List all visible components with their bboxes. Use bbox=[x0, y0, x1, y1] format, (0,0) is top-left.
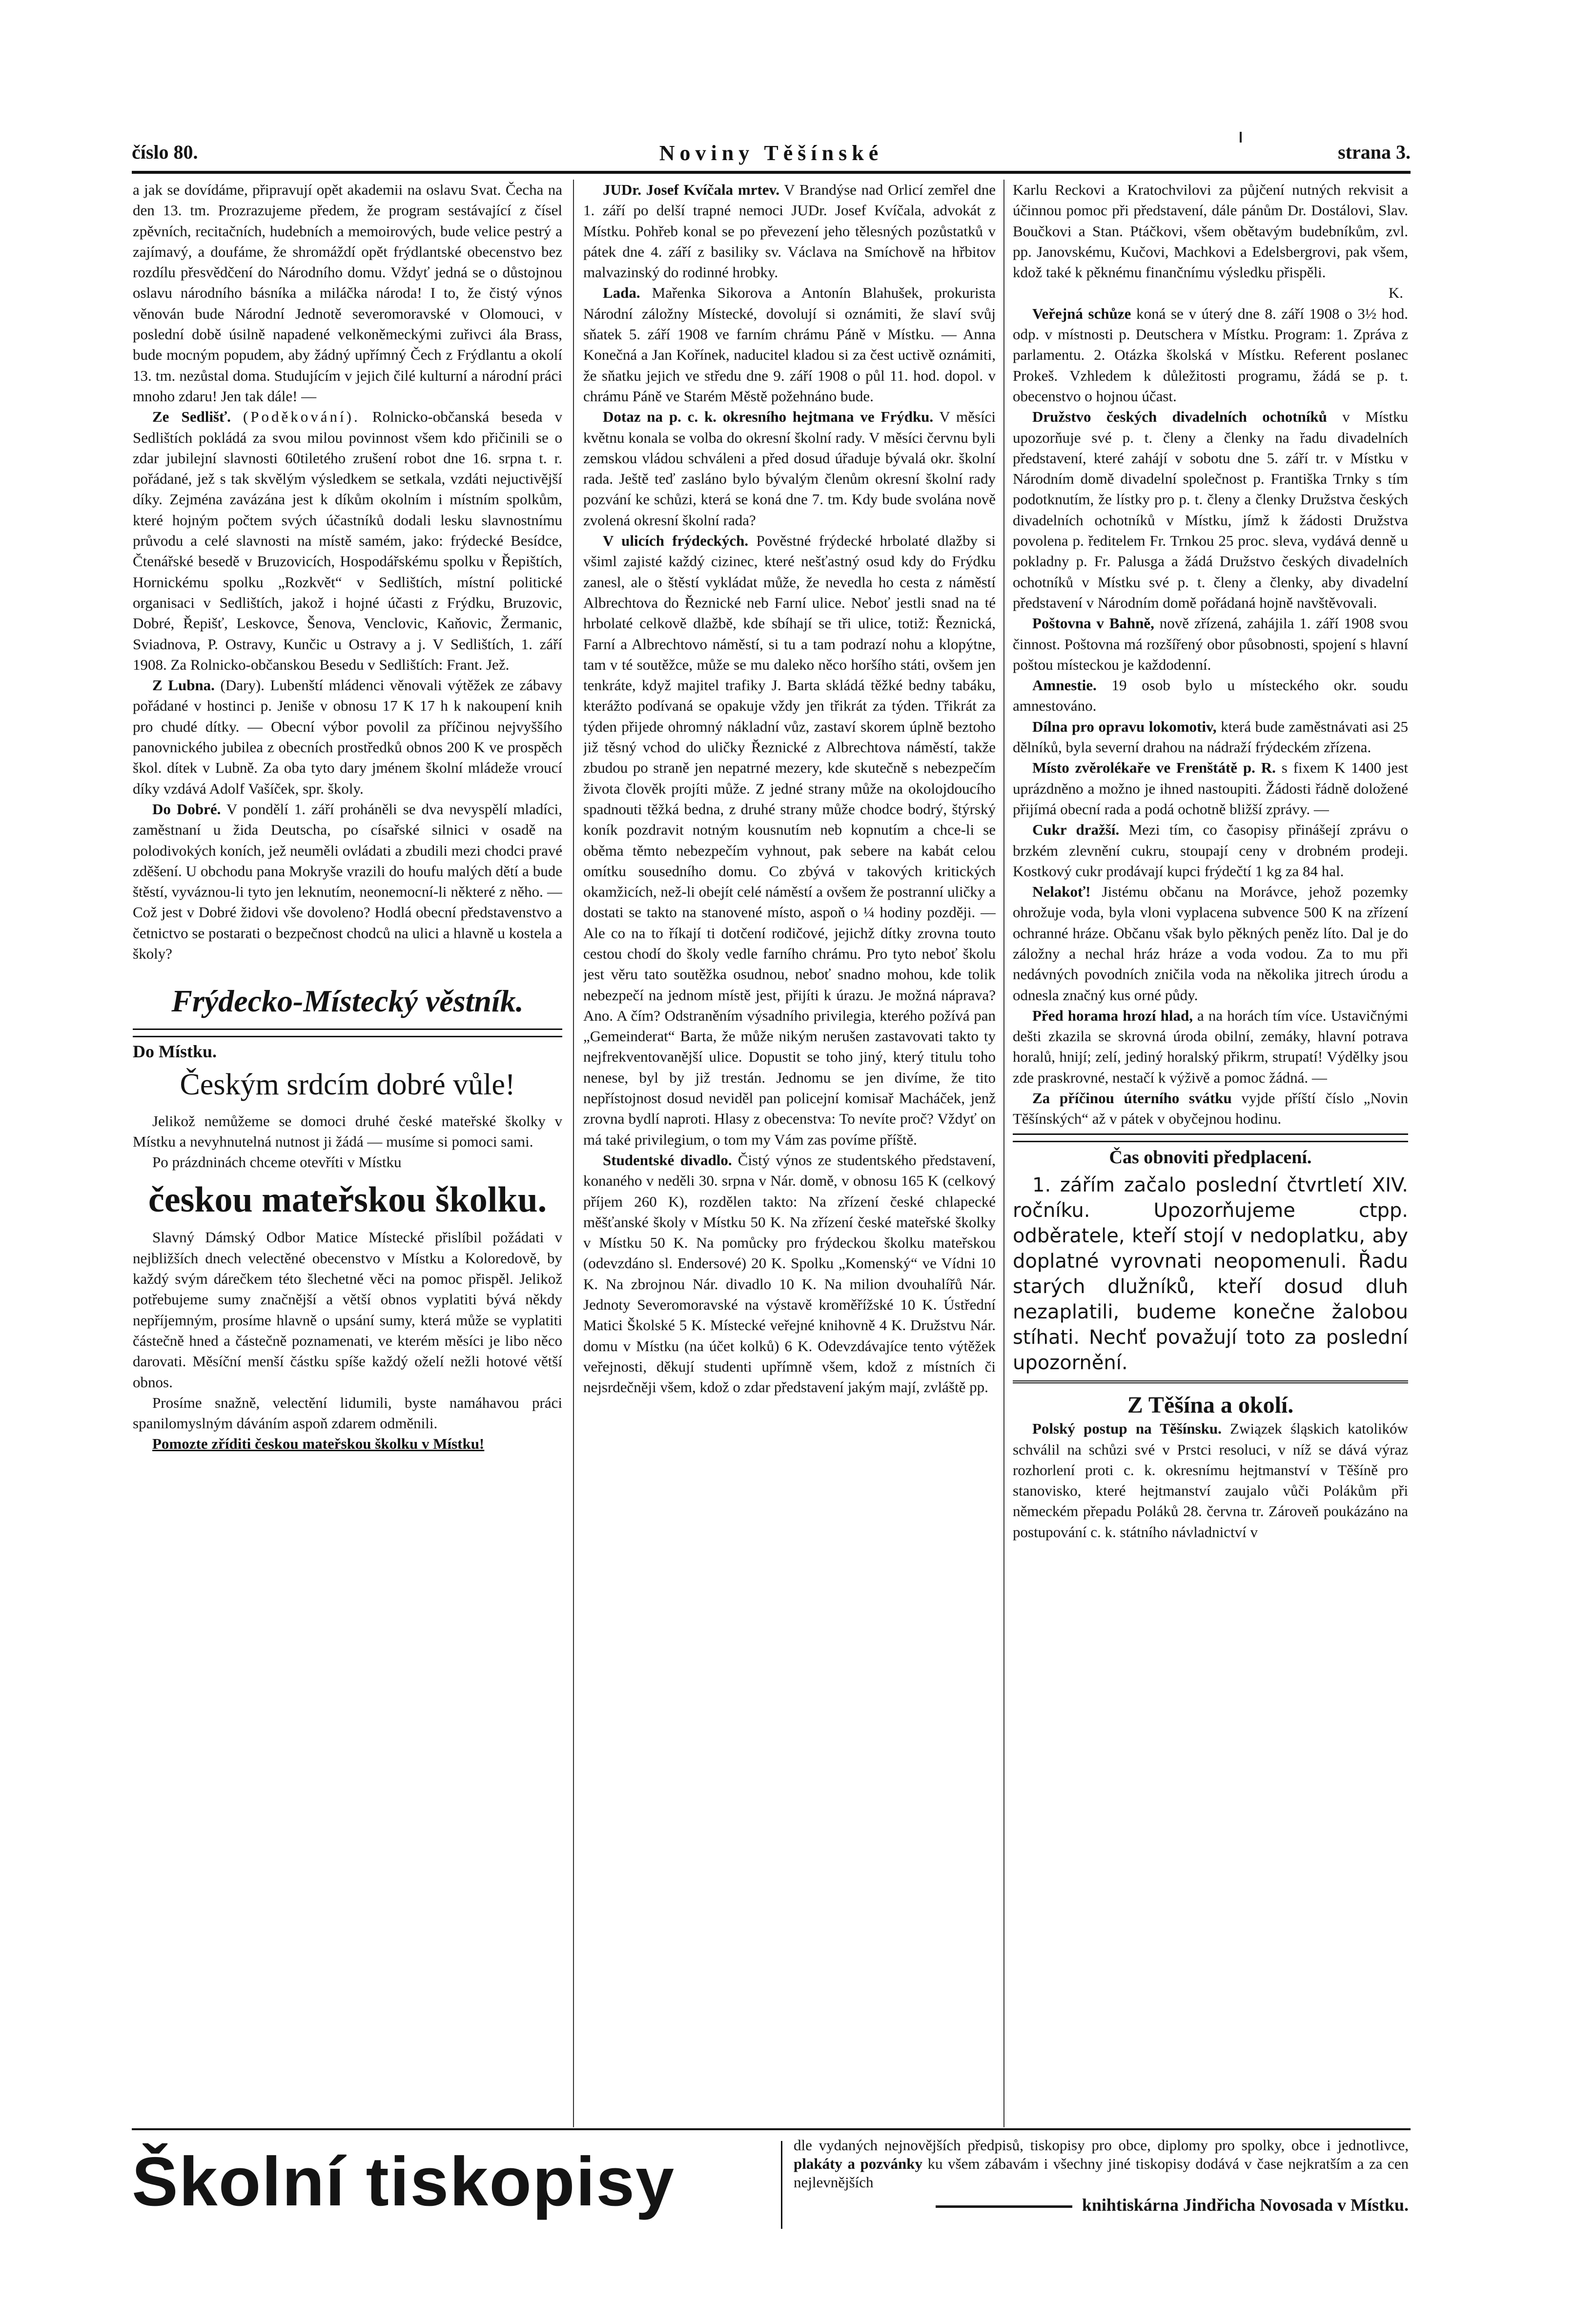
article-title: Před horama hrozí hlad, bbox=[1032, 1007, 1193, 1024]
article-dilna bbox=[1013, 717, 1408, 758]
article-title: Za příčinou úterního svátku bbox=[1032, 1090, 1232, 1107]
article-polsky bbox=[1013, 1419, 1408, 1542]
article-text: Mařenka Sikorova a Antonín Blahušek, prokurista Národní záložny Místecké, dovolují si oznámiti, že slaví svůj sňatek 5. září 1908 ve farním chrámu Páně v Místku. — Anna Konečná a Jan Kořínek, naducitel kladou si za čest uctivě oznámiti, že sňatku jejich ve středu dne 9. září 1908 o půl 11. hod. dopol. v chrámu Páně ve Starém Městě požehnáno bude. bbox=[583, 284, 996, 405]
article-text: V pondělí 1. září proháněli se dva nevyspělí mladíci, zaměstnaní u žida Deutscha, po císařské silnici v osadě na polodivokých koních, jež neuměli ovládati a zbudili mezi chodci pravé zděšení. U obchodu pana Mokryše vrazili do houfu malých dětí a bude štěstí, vyváznou-li tyto jen leknutím, neonemocní-li některé z něho. — Což jest v Dobré židovi vše dovoleno? Hodlá obecní představenstvo a četnictvo se postarati o bezpečnost chodců na ulici a hlavně u kostela a školy? bbox=[133, 800, 562, 962]
appeal-text: Slavný Dámský Odbor Matice Místecké přislíbil požádati v nejbližších dnech velectěné obecenstvo v Místku a Koloredově, by každý svým dárečkem této šlechetné věci na pomoc přispěl. Jelikož potřebujeme sumy značnější a větší obnos vyplatiti bývá někdy nepříjemným, prosíme hlavně o upsání sumy, která může se vyplatiti částečně hned a částečně poznamenati, ve kterém měsíci je libo něco darovati. Měsíční menší částku spíše každý oželí nežli hotové větší obnos. bbox=[133, 1229, 562, 1391]
article-text: v Místku upozorňuje své p. t. členy a členky na řadu divadelních představení, které zahájí v sobotu dne 5. září tr. v Místku v Národním domě divadelní společnost p. Františka Trnky s tím podotknutím, že lístky pro p. t. členy a členky Družstva českých divadelních ochotníků v Místku, jímž k žádosti Družstva povolena p. ředitelem Fr. Trnkou 25 proc. sleva, vydává denně u pokladny p. Fr. Palusga a žádá Družstvo českých divadelních ochotníků v Místku své p. t. členy a členky, aby divadelní představení v Národním domě pořádaná hojně navštěvovali. bbox=[1013, 408, 1408, 611]
article-lubno bbox=[133, 675, 562, 799]
column-divider bbox=[1003, 180, 1004, 2127]
appeal-text: Jelikož nemůžeme se domoci druhé české mateřské školky v Místku a nevyhnutelná nutnost ji žádá — musíme si pomoci sami. bbox=[133, 1112, 562, 1150]
notice-title: Čas obnoviti předplacení. bbox=[1109, 1147, 1312, 1168]
article-cukr bbox=[1013, 820, 1408, 882]
issue-number: číslo 80. bbox=[132, 141, 198, 163]
ad-bold: plakáty a pozvánky bbox=[794, 2155, 922, 2172]
article-title: Z Lubna. bbox=[152, 677, 215, 694]
article-text: koná se v úterý dne 8. září 1908 o 3½ hod. odp. v místnosti p. Deutschera v Místku. Program: 1. Zpráva z parlamentu. 2. Otázka školská v Místku. Referent poslanec Prokeš. Vzhledem k důležitosti programu, žádá se p. t. obecenstvo o hojnou účast. bbox=[1013, 305, 1408, 405]
ornament-rule bbox=[1013, 1133, 1408, 1142]
advertisement bbox=[132, 2131, 1411, 2239]
subsection-title: Do Místku. bbox=[133, 1042, 217, 1062]
article-text: Rolnicko-občanská beseda v Sedlištích pokládá za svou milou povinnost všem kdo přičinili se o zdar jubilejní slavnosti 60tiletého zrušení robot dne 16. srpna t. r. pořádané, jež s tak skvělým výsledkem se setkala, vzdáti nejuctivější díky. Zejména zavázána jest k díkům okolním i místním spolkům, které hojným počtem svých účastníků dodali lesku slavnostnímu průvodu a celé slavnosti na místě samém, jako: frýdecké Besídce, Čtenářské besedě v Bruzovicích, Hospodářskému spolku v Řepištích, Hornickému spolku „Rozkvět“ v Sedlištích, místní politické organisaci v Sedlištích, jakož i hojné účasti z Frýdku, Bruzovic, Dobré, Řepišť, Leskovce, Šenova, Venclovic, Kaňovic, Žermanic, Sviadnova, P. Ostravy, Kunčic u Ostravy a j. V Sedlištích, 1. září 1908. Za Rolnicko-občanskou Besedu v Sedlištích: Frant. Jež. bbox=[133, 408, 562, 673]
article-svatek bbox=[1013, 1088, 1408, 1130]
article-title: Polský postup na Těšínsku. bbox=[1032, 1420, 1222, 1438]
article-divadlo bbox=[583, 1150, 996, 1398]
ad-firm-line bbox=[794, 2196, 1409, 2214]
article-lada bbox=[583, 283, 996, 407]
newspaper-title: Noviny Těšínské bbox=[659, 141, 883, 165]
ad-line: ku všem zábavám i všechny jiné tiskopisy dodává v čase nejkratším a za cen nejlevnějších bbox=[794, 2155, 1409, 2191]
article-dotaz bbox=[583, 407, 996, 531]
article-title: Poštovna v Bahně, bbox=[1032, 615, 1154, 632]
column-2 bbox=[583, 180, 996, 2127]
article-dobra bbox=[133, 799, 562, 964]
article-text: a na horách tím více. Ustavičnými dešti zkazila se skrovná úroda obilní, zemáky, hlavní potrava horalů, hnijí; zelí, jediný horalský přikrm, strupatí! Výdělky jsou zde praskrovné, nestačí k výživě a pomoc žádná. — bbox=[1013, 1007, 1408, 1086]
article-text: Mezi tím, co časopisy přinášejí zprávu o brzkém zlevnění cukru, stoupají ceny v drobném prodeji. Kostkový cukr prodávají kupci frýdečtí 1 kg za 84 hal. bbox=[1013, 821, 1408, 880]
ad-text bbox=[794, 2136, 1409, 2214]
article-text: Związek śląskich katolików schválil na schůzi své v Prstci resoluci, v níž se dává výraz rozhorlení proti c. k. okresnímu hejtmanství v Těšíně pro stanovisko, které hejtmanství zaujalo vůči Polákům při německém přepadu Poláků 28. června tr. Zároveň poukázáno na postupování c. k. státního návladnictví v bbox=[1013, 1420, 1408, 1541]
article-text: (Dary). Lubenští mládenci věnovali výtěžek ze zábavy pořádané v hostinci p. Jeniše v obnosu 17 K 17 h k nakoupení knih pro chudé dítky. — Obecní výbor povolil za příčinou nejvyššího panovnického jubilea z obecních prostředků obnos 200 K ve prospěch škol. dítek v Lubně. Za oba tyto dary jménem školní mládeže vroucí díky vzdává Adolf Vašíček, spr. školy. bbox=[133, 677, 562, 797]
article-sedliste bbox=[133, 407, 562, 675]
article-kvicala bbox=[583, 180, 996, 283]
article-title: V ulicích frýdeckých. bbox=[603, 532, 749, 550]
article-text: která bude zaměstnávati asi 25 dělníků, byla severní drahou na nádraží frýdeckém zřízena. bbox=[1013, 718, 1408, 756]
column-3 bbox=[1013, 180, 1408, 2127]
article-nelakot bbox=[1013, 882, 1408, 1006]
article-title: Družstvo českých divadelních ochotníků bbox=[1032, 408, 1327, 426]
ad-separator bbox=[781, 2141, 782, 2229]
article-text: Karlu Reckovi a Kratochvilovi za půjčení nutných rekvisit a účinnou pomoc při představení, dále pánům Dr. Dostálovi, Slav. Boučkovi a Stan. Ptáčkovi, všem obětavým budebníkům, zvl. pp. Janovskému, Kučovi, Machkovi a Edelsbergrovi, pak všem, kdož také k pěknému finančnímu výsledku přispěli. bbox=[1013, 181, 1408, 281]
article-title: JUDr. Josef Kvíčala mrtev. bbox=[603, 181, 780, 198]
column-divider bbox=[573, 180, 574, 2127]
article-text: a jak se dovídáme, připravují opět akademii na oslavu Svat. Čecha na den 13. tm. Prozrazujeme předem, že program sestávající z čísel zpěvních, recitačních, hudebních a memoirových, bude velice pestrý a zajímavý, a doufáme, že shromáždí opět frýdlantské obecenstvo bez rozdílu přesvědčení do Národního domu. Vždyť jedná se o důstojnou oslavu národního básníka a miláčka národa! I to, že čistý výnos věnován bude Národní Jednotě severomoravské v Olomouci, v poslední době úsilně napadené velkoněmeckými zuřivci ála Brass, bude mocným popudem, aby žádný upřímný Čech z Frýdlantu a okolí 13. tm. nezůstal doma. Studujícím v jejich čilé kulturní a národní práci mnoho zdaru! Jen tak dále! — bbox=[133, 181, 562, 405]
article-title: Do Dobré. bbox=[152, 800, 221, 818]
article-horama bbox=[1013, 1006, 1408, 1088]
article-title: Dílna pro opravu lokomotiv, bbox=[1032, 718, 1217, 735]
article-text: 19 osob bylo u místeckého okr. soudu amnestováno. bbox=[1013, 677, 1408, 715]
article-title: Ze Sedlišť. bbox=[152, 408, 231, 426]
column-1 bbox=[133, 180, 562, 2127]
section-title-tesin: Z Těšína a okolí. bbox=[1127, 1392, 1294, 1418]
notice-text: 1. zářím začalo poslední čtvrtletí XIV. ročníku. Upozorňujeme ctpp. odběratele, kteří stojí v nedoplatku, aby doplatné vyrovnati neopomenuli. Řadu starých dlužníků, kteří dosud dluh nezaplatili, budeme konečne žalobou stíhati. Nechť považují toto za poslední upozornění. bbox=[1013, 1173, 1408, 1374]
article-text: Jistému občanu na Morávce, jehož pozemky ohrožuje voda, byla vloni vyplacena subvence 500 K na zřízení ochranné hráze. Občanu však bylo pěkných peněz líto. Dal je do záložny a nechal hráz hráze a voda vodou. Za to mu při nedávných povodních zničila voda na několika jitrech úrodu a odnesla značný kus orné půdy. bbox=[1013, 883, 1408, 1004]
article-druzstvo bbox=[1013, 407, 1408, 613]
page-header bbox=[132, 141, 1411, 170]
article-subtitle: (Poděkování). bbox=[243, 408, 360, 426]
article-postovna bbox=[1013, 613, 1408, 675]
header-rule bbox=[132, 171, 1411, 174]
appeal-final: Pomozte zříditi českou mateřskou školku v Místku! bbox=[152, 1435, 485, 1453]
article-title: Nelakoť! bbox=[1032, 883, 1091, 901]
appeal-text: Prosíme snažně, velectění lidumili, byste namáhavou práci spanilomyslným dáváním aspoň zdarem odměnili. bbox=[133, 1394, 562, 1432]
article-title: Dotaz na p. c. k. okresního hejtmana ve Frýdku. bbox=[603, 408, 934, 426]
article-ulice bbox=[583, 531, 996, 1150]
article-schuze bbox=[1013, 304, 1408, 407]
article-title: Cukr dražší. bbox=[1032, 821, 1120, 839]
appeal-text: Po prázdninách chceme otevříti v Místku bbox=[152, 1153, 402, 1171]
ad-firm: knihtiskárna Jindřicha Novosada v Místku. bbox=[1082, 2195, 1409, 2215]
ad-bar bbox=[936, 2205, 1072, 2208]
article-text: nově zřízená, zahájila 1. září 1908 svou činnost. Poštovna má rozšířený obor působnosti, spojení s hlavní poštou místeckou je každodenní. bbox=[1013, 615, 1408, 673]
article-misto bbox=[1013, 758, 1408, 820]
section-title: Frýdecko-Místecký věstník. bbox=[171, 984, 524, 1019]
article-title: Místo zvěrolékaře ve Frenštátě p. R. bbox=[1032, 759, 1276, 777]
article-title: Lada. bbox=[603, 284, 640, 302]
article-text: V Brandýse nad Orlicí zemřel dne 1. září po delší trapné nemoci JUDr. Josef Kvíčala, advokát z Místku. Pohřeb konal se po převezení jeho tělesných pozůstatků v pátek dne 4. září z basiliky sv. Václava na Smíchově na hřbitov malvazinský do rodinné hrobky. bbox=[583, 181, 996, 281]
ad-top-rule bbox=[132, 2128, 1411, 2130]
ad-line: dle vydaných nejnovějších předpisů, tiskopisy pro obce, diplomy pro spolky, obce i jednotlivce, bbox=[794, 2137, 1409, 2154]
article-text: V měsíci květnu konala se volba do okresní školní rady. V měsíci červnu byli zemskou vládou schváleni a před dosud úřaduje bývalá okr. školní rada. Ještě teď zasláno bylo bývalým členům okresní školní rady pozvání ke schůzi, která se koná dne 7. tm. Kdy bude svolána nově zvolená okresní školní rada? bbox=[583, 408, 996, 529]
signature: K. bbox=[1388, 284, 1403, 302]
ornament-rule bbox=[1013, 1380, 1408, 1388]
ornament-rule bbox=[133, 1028, 562, 1037]
ad-title: Školní tiskopisy bbox=[132, 2143, 675, 2221]
article-text: Čistý výnos ze studentského představení, konaného v neděli 30. srpna v Nár. domě, v obnosu 165 K (celkový příjem 260 K), rozdělen takto: Na zřízení české chlapecké měšťanské školy v Místku 50 K. Na zřízení české mateřské školky v Místku 50 K. Na pomůcky pro frýdeckou školku mateřskou (odevzdáno sl. Endersové) 20 K. Spolku „Komenský“ ve Vídni 10 K. Na zbrojnou Nár. divadlo 10 K. Na milion dvouhalířů Nár. Jednoty Severomoravské na výstavě kroměřížské 10 K. Ústřední Matici Školské 5 K. Místecké veřejné knihovně 4 K. Družstvu Nár. domu v Místku (na účet kolků) 6 K. Odevzdávajíce tento výtěžek veřejnosti, děkují studenti upřímně všem, kdož z místních či nejsrdečněji všem, kdož o zdar představení jakým mají, zvláště pp. bbox=[583, 1151, 996, 1396]
article-title: Amnestie. bbox=[1032, 677, 1097, 694]
page-number: strana 3. bbox=[1338, 141, 1411, 163]
appeal-heading: Českým srdcím dobré vůle! bbox=[180, 1068, 515, 1101]
appeal-heading-2: českou mateřskou školku. bbox=[148, 1180, 547, 1220]
article-title: Veřejná schůze bbox=[1032, 305, 1131, 322]
article-amnestie bbox=[1013, 675, 1408, 717]
article-text: Pověstné frýdecké hrbolaté dlažby si všiml zajisté každý cizinec, které nešťastný osud kdy do Frýdku zanesl, ale o štěstí vykládat může, že nevedla ho cesta z náměstí Albrechtova do Řeznické neb Farní ulice. Neboť jestli snad na té hrbolaté celkově dlažbě, kde sbíhají se tři ulice, totiž: Řeznická, Farní a Albrechtovo náměstí, si tu a tam podrazí nohu a klopýtne, tam v té soutěžce, může se mu daleko něco horšího státi, ovšem jen tenkráte, když majitel trafiky J. Barta skládá těžké bedny tabáku, kterážto podívaná se opakuje vždy jen třikrát za týden. Třikrát za týden přijede ohromný nákladní vůz, zastaví skorem úplně beztoho již těsný vchod do uličky Řeznické z Albrechtova náměstí, takže zbudou po straně jen nepatrné mezery, kde skutečně s nebezpečím života člověk projíti může. Z jedné strany může na okolojdoucího spadnouti těžká bedna, z druhé strany může chodce bodrý, štýrský koník pozdravit notným kousnutím neb kopnutím a chce-li se oběma těmto nebezpečím vyhnout, pak sebere na kabát celou omítku sousedního domu. Co zbývá v takových kritických okamžicích, než-li obejít celé náměstí a ovšem že postranní uličky a dostati se takto na stanovené místo, aspoň o ¼ hodiny později. — Ale co na to říkají ti dotčení rodičové, jejichž dítky zrovna touto cestou chodí do školy vedle farního chrámu. Pro tyto neboť školu jest věru tato soutěžka osudnou, neboť snadno mohou, kde tolik nebezpečí na jednom místě jest, přijíti k úrazu. Je možná náprava? Ano. A čím? Odstraněním výsadního privilegia, kterého požívá pan „Gemeinderat“ Barta, že může nikým nerušen zastavovati takto ty nejfrekventovanější ulice. Dopustit se toho jiný, který titulu toho nenese, byl by již trestán. Jednomu se jen divíme, že tito nepřístojnost dosud neviděl pan policejní komisař Macháček, jenž zrovna bydlí naproti. Hlasy z obecenstva: To nevíte proč? Vždyť on má také privilegium, o tom my Vám zas povíme příště. bbox=[583, 532, 996, 1148]
article-title: Studentské divadlo. bbox=[603, 1151, 732, 1169]
article-text: vyjde příští číslo „Novin Těšínských“ až v pátek v obyčejnou hodinu. bbox=[1013, 1090, 1408, 1128]
article-text: s fixem K 1400 jest uprázdněno a možno je ihned nastoupiti. Žádosti řádně doložené přijímá obecní rada a podá ochotně bližší zprávy. — bbox=[1013, 759, 1408, 818]
